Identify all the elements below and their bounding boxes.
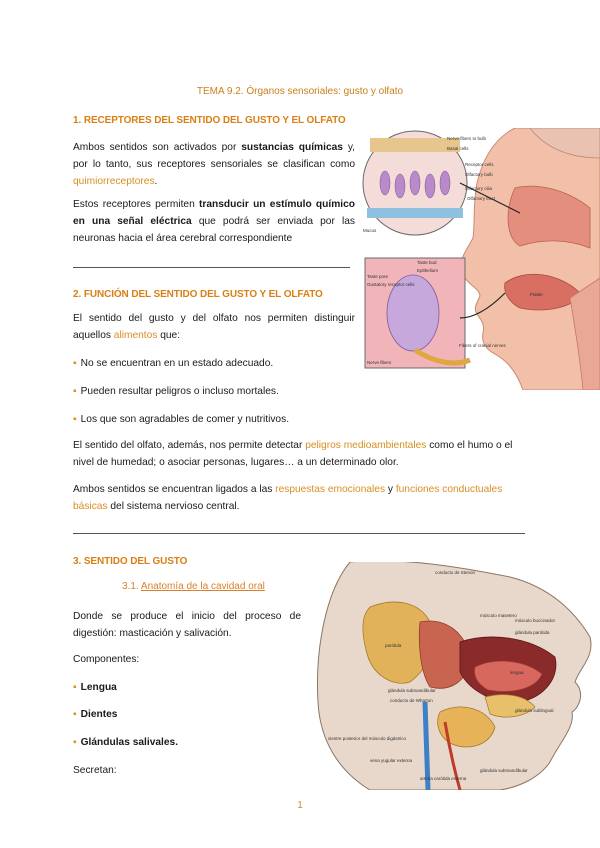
list-item-text: Pueden resultar peligros o incluso mortales. [80,386,279,397]
text-run: que: [157,330,181,341]
figure-label: músculo masetero [480,613,517,618]
secretan-label: Secretan: [73,765,117,776]
text-run: Estos receptores permiten [73,199,200,210]
highlight-term: funciones conductuales básicas [73,484,503,512]
figure-label: Receptor cells [465,162,494,167]
oral-cavity-figure [310,562,600,790]
section-3-paragraph-1: Donde se produce el inicio del proceso de digestión: masticación y salivación. [73,611,301,639]
text-run: del sistema nervioso central. [107,501,240,512]
divider [73,533,525,534]
list-item [73,386,279,397]
text-run-bold: sustancias químicas [241,142,343,153]
highlight-term: respuestas emocionales [275,484,386,495]
subsection-heading [122,581,265,592]
text-run: y [385,484,396,495]
list-item [73,414,289,425]
section-2-paragraph-2 [73,437,533,471]
figure-label: músculo buccinador [515,618,556,623]
list-item [73,737,178,748]
figure-label: Olfactory tract [467,196,496,201]
highlight-term: alimentos [113,330,158,341]
figure-label: glándula sublingual [515,708,554,713]
figure-label: Taste bud [417,260,437,265]
bullet-icon: ▪ [73,414,77,425]
figure-label: Olfactory cilia [465,186,493,191]
figure-label: lengua [510,670,524,675]
text-run: que podrá ser enviada por las neuronas hacia el área cerebral correspondiente [73,216,355,244]
section-1-heading: 1. RECEPTORES DEL SENTIDO DEL GUSTO Y EL OLFATO [73,115,346,126]
list-item-text: Dientes [80,709,118,720]
text-run: . [154,176,158,187]
figure-label: conducto de Wharton [390,698,433,703]
figure-label: Mucus [363,228,377,233]
figure-label: Gustatory receptor cells [367,282,415,287]
text-run: El sentido del gusto y del olfato nos permiten distinguir aquellos [73,313,355,341]
section-2-paragraph-3 [73,481,533,515]
figure-label: glándula parótida [515,630,550,635]
figure-label: glándula submandibular [480,768,528,773]
section-3-heading: 3. SENTIDO DEL GUSTO [73,556,188,567]
figure-label: Basal cells [447,146,469,151]
figure-label: glándula submandibular [388,688,436,693]
text-run: Ambos sentidos son activados por [73,142,242,153]
text-run: Ambos sentidos se encuentran ligados a las [73,484,276,495]
text-run: y, por lo tanto, sus receptores sensoriales se clasifican como [73,142,355,170]
text-run: El sentido del olfato, además, nos permite detectar [73,440,306,451]
list-item [73,709,117,720]
section-1-paragraph-2 [73,196,355,247]
divider [73,267,350,268]
text-run-bold: transducir un estímulo químico en una señal eléctrica [73,199,355,227]
text-run: como el humo o el nivel de humedad; o asociar personas, lugares… a un determinado olor. [73,440,513,468]
list-item-text: Glándulas salivales. [80,737,179,748]
mucus-layer [367,208,463,218]
list-item-text: Lengua [80,682,117,693]
figure-label: Nerve fibers [367,360,392,365]
figure-label: conducto de Stenon [435,570,476,575]
figure-label: Fibers of cranial nerves [459,343,506,348]
section-2-paragraph-1 [73,310,355,344]
page-title: TEMA 9.2. Órganos sensoriales: gusto y olfato [196,86,404,97]
figure-label: Taste pore [367,274,389,279]
figure-label: vientre posterior del músculo digástrico [328,736,407,741]
components-label: Componentes: [73,654,140,665]
bullet-icon: ▪ [73,709,77,720]
bullet-icon: ▪ [73,386,77,397]
bullet-icon: ▪ [73,737,77,748]
subsection-title: Anatomía de la cavidad oral [140,581,265,592]
figure-label: arteria carótida externa [420,776,467,781]
section-2-heading: 2. FUNCIÓN DEL SENTIDO DEL GUSTO Y EL OLFATO [73,289,323,300]
figure-label: vena yugular externa [370,758,413,763]
olfaction-taste-figure [355,128,600,390]
figure-label: Nerve fibers to bulb [447,136,487,141]
list-item [73,358,273,369]
bullet-icon: ▪ [73,682,77,693]
figure-label: Epithelium [417,268,439,273]
figure-label: Olfactory bulb [465,172,493,177]
bullet-icon: ▪ [73,358,77,369]
subsection-number: 3.1. [122,581,141,592]
figure-label: parótida [385,643,402,648]
figure-label: Palate [530,292,543,297]
section-1-paragraph-1 [73,139,355,190]
highlight-term: quimiorreceptores [73,176,155,187]
list-item [73,682,117,693]
list-item-text: No se encuentran en un estado adecuado. [80,358,274,369]
page-number: 1 [297,800,303,811]
highlight-term: peligros medioambientales [305,440,427,451]
list-item-text: Los que son agradables de comer y nutritivos. [80,414,290,425]
